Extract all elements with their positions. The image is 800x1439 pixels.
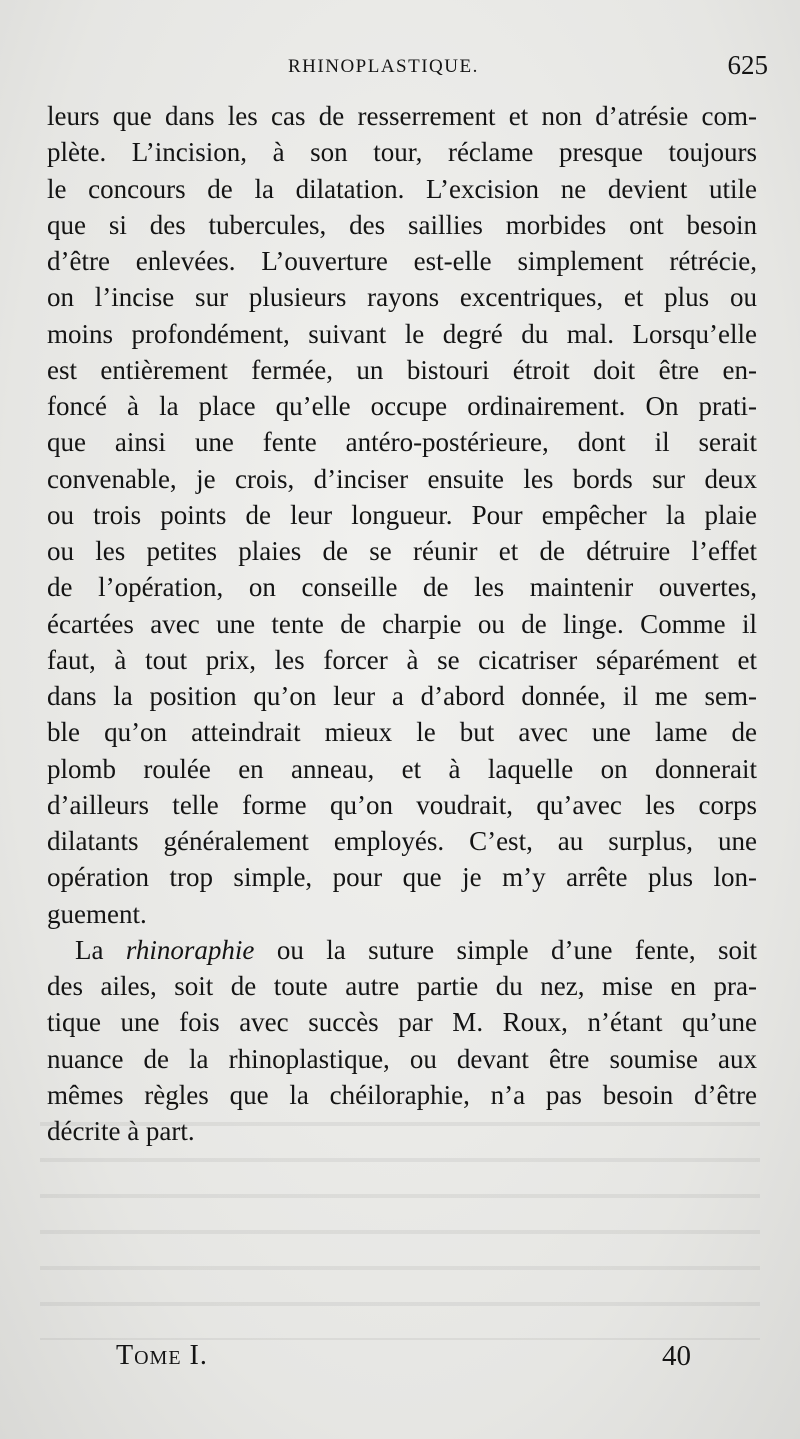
text-line: guement. — [47, 898, 147, 929]
text-line: d’être enlevées. L’ouverture est-elle simplement rétrécie, — [47, 246, 757, 276]
text-line-first — [47, 932, 757, 968]
signature-mark: 40 — [662, 1340, 691, 1372]
text-line: convenable, je crois, d’inciser ensuite les bords sur deux — [47, 463, 757, 494]
italic-term: rhinoraphie — [125, 934, 255, 965]
text-line: moins profondément, suivant le degré du mal. Lorsqu’elle — [47, 318, 757, 349]
volume-mark: Tome I. — [116, 1340, 208, 1371]
text-line: dilatants généralement employés. C’est, au surplus, une — [47, 826, 757, 856]
text-line: que si des tubercules, des saillies morbides ont besoin — [47, 209, 757, 240]
text-line: le concours de la dilatation. L’excision ne devient utile — [47, 173, 757, 204]
text-line: des ailes, soit de toute autre partie du nez, mise en pra- — [47, 971, 757, 1001]
text-line: est entièrement fermée, un bistouri étroit doit être en- — [47, 354, 757, 385]
text-line: d’ailleurs telle forme qu’on voudrait, qu’avec les corps — [47, 789, 757, 820]
text-line: on l’incise sur plusieurs rayons excentriques, et plus ou — [47, 282, 757, 313]
text-fragment: ou la suture simple d’une fente, soit — [254, 934, 757, 965]
text-line: ou trois points de leur longueur. Pour empêcher la plaie — [47, 499, 757, 530]
text-line: plète. L’incision, à son tour, réclame presque toujours — [47, 137, 757, 168]
text-line: tique une fois avec succès par M. Roux, n’étant qu’une — [47, 1007, 757, 1038]
text-line: que ainsi une fente antéro-postérieure, dont il serait — [47, 427, 757, 458]
page-header — [50, 50, 770, 84]
text-line: de l’opération, on conseille de les maintenir ouvertes, — [47, 572, 757, 603]
text-line: dans la position qu’on leur a d’abord donnée, il me sem- — [47, 681, 757, 711]
text-line: décrite à part. — [47, 1116, 195, 1146]
running-head: RHINOPLASTIQUE. — [288, 56, 479, 77]
body-text — [47, 98, 757, 1149]
text-line: faut, à tout prix, les forcer à se cicatriser séparément et — [47, 644, 757, 675]
text-line: mêmes règles que la chéiloraphie, n’a pas besoin d’être — [47, 1079, 757, 1110]
text-line: ou les petites plaies de se réunir et de détruire l’effet — [47, 536, 757, 566]
paragraph-1 — [47, 98, 757, 932]
text-line: écartées avec une tente de charpie ou de linge. Comme il — [47, 608, 757, 639]
text-line: ble qu’on atteindrait mieux le but avec une lame de — [47, 717, 757, 748]
page-footer — [116, 1340, 716, 1380]
text-line: plomb roulée en anneau, et à laquelle on donnerait — [47, 753, 757, 784]
text-fragment: La — [75, 934, 126, 965]
page-number: 625 — [727, 50, 768, 80]
text-line: leurs que dans les cas de resserrement et non d’atrésie com- — [47, 101, 757, 131]
text-line: opération trop simple, pour que je m’y arrête plus lon- — [47, 862, 757, 893]
text-line: foncé à la place qu’elle occupe ordinairement. On prati- — [47, 391, 757, 421]
show-through-text — [40, 1100, 760, 1340]
text-line: nuance de la rhinoplastique, ou devant être soumise aux — [47, 1043, 757, 1074]
